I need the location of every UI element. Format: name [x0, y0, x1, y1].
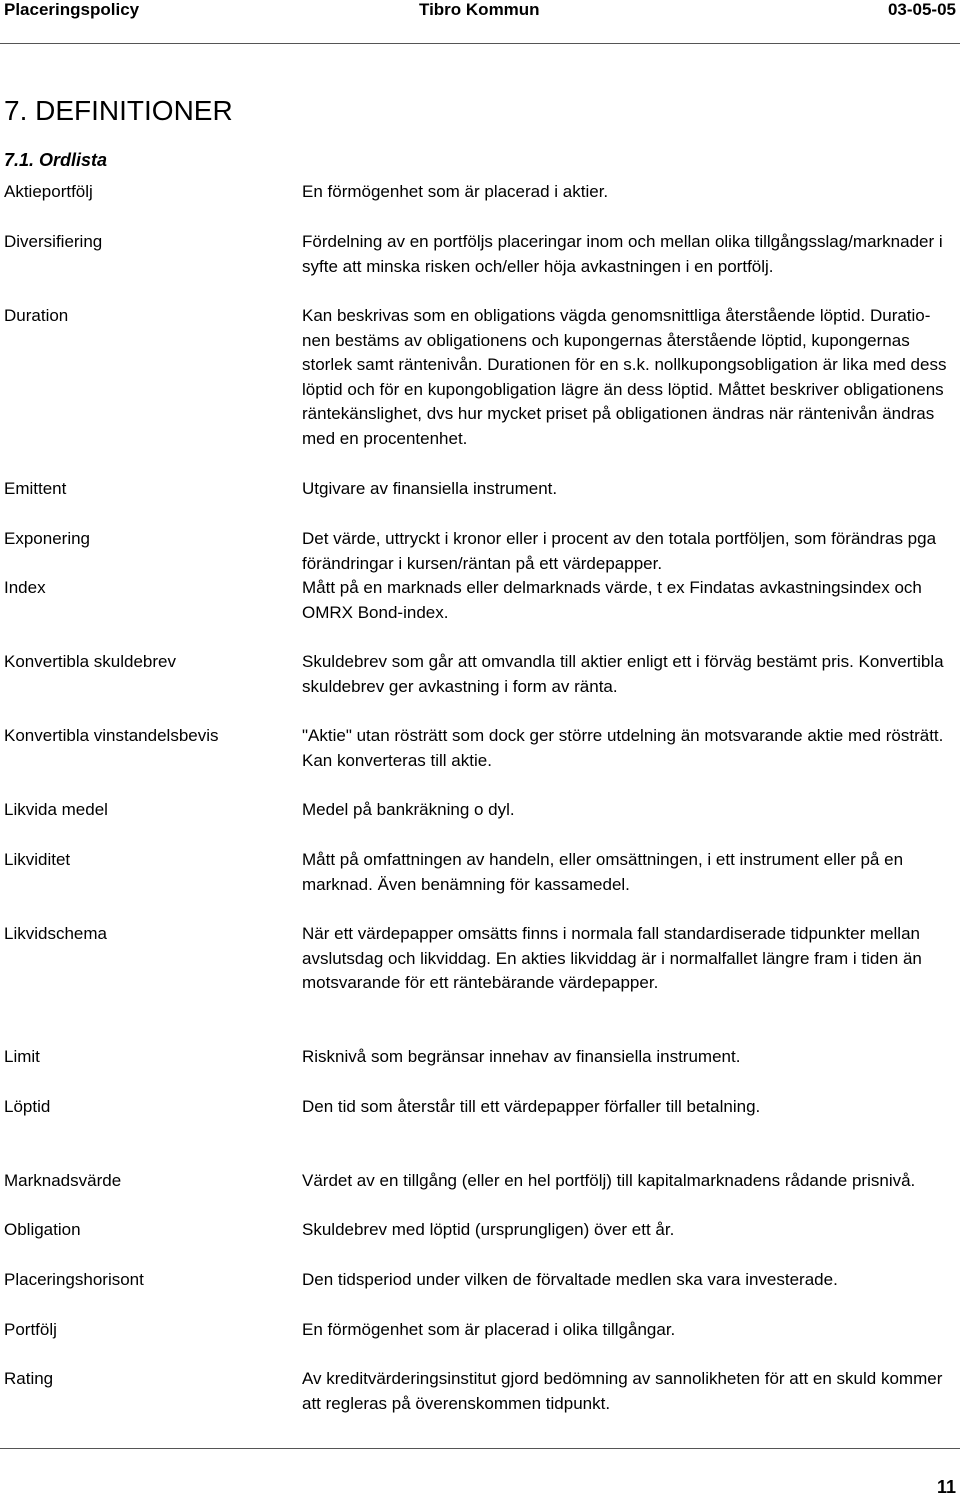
glossary-term: Duration: [4, 306, 69, 325]
header-date: 03-05-05: [887, 0, 956, 19]
section-title: 7. DEFINITIONER: [4, 95, 233, 126]
page-header: [0, 0, 960, 20]
glossary-definition: Skuldebrev som går att omvandla till aktier enligt ett i förväg bestämt pris. Konvertibla skuldebrev ger avkastning i form av ränta.: [302, 652, 944, 696]
glossary-term: Obligation: [4, 1220, 81, 1239]
glossary-definition: Skuldebrev med löptid (ursprungligen) över ett år.: [302, 1220, 675, 1239]
glossary-term: Konvertibla skuldebrev: [4, 652, 176, 671]
glossary-definition: Kan beskrivas som en obligations vägda genomsnittliga återstående löptid. Duratio-nen bestäms av obligationens och kupongernas återstående löptid, kupongernas storlek samt räntenivån. Durationen för en s.k. nollkupongsobligation är lika med dess löptid och för en kupongobligation lägre än dess löptid. Måttet beskriver obligationens räntekänslighet, dvs hur mycket priset på obligationen ändras när räntenivån ändras med en procentenhet.: [302, 306, 947, 448]
footer-divider: [0, 1448, 960, 1449]
glossary-definition: Värdet av en tillgång (eller en hel portfölj) till kapitalmarknadens rådande prisnivå.: [302, 1171, 916, 1190]
glossary-definition: Den tid som återstår till ett värdepapper förfaller till betalning.: [302, 1097, 761, 1116]
header-document-title: Placeringspolicy: [4, 0, 140, 19]
glossary-term: Index: [4, 578, 46, 597]
glossary-definition: Fördelning av en portföljs placeringar inom och mellan olika tillgångsslag/marknader i syfte att minska risken och/eller höja avkastningen i en portfölj.: [302, 232, 943, 276]
subsection-title: 7.1. Ordlista: [4, 150, 108, 170]
header-organization: Tibro Kommun: [419, 0, 540, 19]
glossary-term: Exponering: [4, 529, 91, 548]
glossary-definition: Det värde, uttryckt i kronor eller i procent av den totala portföljen, som förändras pga förändringar i kursen/räntan på ett värdepapper.: [302, 529, 937, 573]
glossary-definition: "Aktie" utan rösträtt som dock ger större utdelning än motsvarande aktie med rösträtt. Kan konverteras till aktie.: [302, 726, 944, 770]
glossary-definition: Utgivare av finansiella instrument.: [302, 479, 558, 498]
glossary-term: Limit: [4, 1047, 40, 1066]
glossary-definition: Mått på en marknads eller delmarknads värde, t ex Findatas avkastningsindex och OMRX Bond-index.: [302, 578, 922, 622]
glossary-definition: När ett värdepapper omsätts finns i normala fall standardiserade tidpunkter mellan avslutsdag och likviddag. En akties likviddag är i normalfallet längre fram i tiden än motsvarande för ett räntebärande värdepapper.: [302, 924, 922, 993]
glossary-term: Likvidschema: [4, 924, 107, 943]
glossary-term: Likviditet: [4, 850, 71, 869]
glossary-definition: Av kreditvärderingsinstitut gjord bedömning av sannolikheten för att en skuld kommer att regleras på överenskommen tidpunkt.: [302, 1369, 943, 1413]
glossary-term: Emittent: [4, 479, 67, 498]
glossary-term: Portfölj: [4, 1320, 57, 1339]
glossary-term: Diversifiering: [4, 232, 103, 251]
glossary-definition: En förmögenhet som är placerad i olika tillgångar.: [302, 1320, 676, 1339]
header-divider: [0, 43, 960, 44]
glossary-definition: Risknivå som begränsar innehav av finansiella instrument.: [302, 1047, 741, 1066]
glossary-definition: Mått på omfattningen av handeln, eller omsättningen, i ett instrument eller på en marknad. Även benämning för kassamedel.: [302, 850, 904, 894]
glossary-definition: Den tidsperiod under vilken de förvaltade medlen ska vara investerade.: [302, 1270, 838, 1289]
glossary-term: Konvertibla vinstandelsbevis: [4, 726, 219, 745]
glossary-term: Likvida medel: [4, 800, 108, 819]
glossary-term: Aktieportfölj: [4, 182, 93, 201]
page-number: 11: [936, 1477, 956, 1497]
glossary-term: Placeringshorisont: [4, 1270, 144, 1289]
glossary-term: Marknadsvärde: [4, 1171, 122, 1190]
glossary-definition: En förmögenhet som är placerad i aktier.: [302, 182, 609, 201]
glossary-term: Rating: [4, 1369, 54, 1388]
glossary-term: Löptid: [4, 1097, 51, 1116]
glossary-definition: Medel på bankräkning o dyl.: [302, 800, 515, 819]
